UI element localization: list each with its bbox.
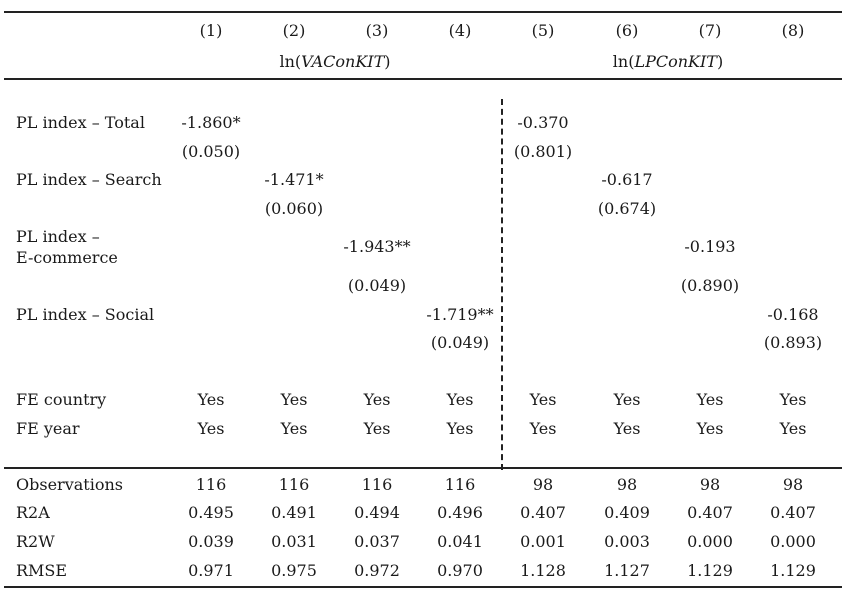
stat-cell: 0.407 bbox=[687, 503, 733, 522]
row-label-ecommerce: PL index – bbox=[16, 227, 100, 246]
fe-cell: Yes bbox=[363, 419, 391, 438]
coef-cell: -1.471* bbox=[264, 170, 324, 189]
stat-cell: 0.496 bbox=[437, 503, 483, 522]
stat-cell: 98 bbox=[782, 475, 804, 494]
stat-cell: 1.127 bbox=[604, 561, 650, 580]
coef-cell: -0.617 bbox=[601, 170, 653, 189]
stat-cell: 98 bbox=[616, 475, 638, 494]
fe-cell: Yes bbox=[696, 390, 724, 409]
stat-cell: 0.971 bbox=[188, 561, 234, 580]
stat-cell: 0.970 bbox=[437, 561, 483, 580]
stat-cell: 0.491 bbox=[271, 503, 317, 522]
stat-label: RMSE bbox=[16, 561, 68, 580]
bottom-rule bbox=[4, 586, 842, 588]
coef-cell: -0.168 bbox=[767, 305, 819, 324]
column-header: (1) bbox=[199, 21, 223, 40]
column-header: (8) bbox=[781, 21, 805, 40]
pvalue-cell: (0.049) bbox=[347, 276, 407, 295]
stat-cell: 0.003 bbox=[604, 532, 650, 551]
stat-cell: 0.409 bbox=[604, 503, 650, 522]
coef-cell: -1.860* bbox=[181, 113, 241, 132]
stat-cell: 116 bbox=[195, 475, 227, 494]
group-prefix: ln( bbox=[612, 52, 635, 71]
pvalue-cell: (0.060) bbox=[264, 199, 324, 218]
fe-cell: Yes bbox=[613, 419, 641, 438]
stats-rule bbox=[4, 467, 842, 469]
header-rule bbox=[4, 78, 842, 80]
pvalue-cell: (0.674) bbox=[597, 199, 657, 218]
row-label-total: PL index – Total bbox=[16, 113, 145, 132]
stat-cell: 0.407 bbox=[770, 503, 816, 522]
stat-cell: 0.000 bbox=[770, 532, 816, 551]
stat-cell: 0.037 bbox=[354, 532, 400, 551]
column-header: (4) bbox=[448, 21, 472, 40]
row-label-social: PL index – Social bbox=[16, 305, 155, 324]
pvalue-cell: (0.049) bbox=[430, 333, 490, 352]
group-suffix: ) bbox=[716, 52, 724, 71]
stat-cell: 1.128 bbox=[520, 561, 566, 580]
column-header: (5) bbox=[531, 21, 555, 40]
row-label-fe-year: FE year bbox=[16, 419, 80, 438]
fe-cell: Yes bbox=[280, 390, 308, 409]
stat-cell: 0.495 bbox=[188, 503, 234, 522]
fe-cell: Yes bbox=[779, 419, 807, 438]
column-header: (2) bbox=[282, 21, 306, 40]
stat-cell: 0.000 bbox=[687, 532, 733, 551]
stat-cell: 1.129 bbox=[770, 561, 816, 580]
row-label-ecommerce: E-commerce bbox=[16, 248, 118, 267]
stat-cell: 0.041 bbox=[437, 532, 483, 551]
pvalue-cell: (0.890) bbox=[680, 276, 740, 295]
stat-cell: 98 bbox=[699, 475, 721, 494]
stat-cell: 116 bbox=[278, 475, 310, 494]
coef-cell: -1.943** bbox=[343, 237, 411, 256]
fe-cell: Yes bbox=[280, 419, 308, 438]
top-rule bbox=[4, 11, 842, 13]
stat-cell: 98 bbox=[532, 475, 554, 494]
group-header-vaconkit bbox=[279, 52, 390, 71]
fe-cell: Yes bbox=[197, 419, 225, 438]
fe-cell: Yes bbox=[446, 390, 474, 409]
group-suffix: ) bbox=[384, 52, 391, 71]
coef-cell: -0.370 bbox=[517, 113, 569, 132]
column-header: (7) bbox=[698, 21, 722, 40]
group-variable: VAConKIT bbox=[301, 52, 385, 71]
stat-cell: 0.972 bbox=[354, 561, 400, 580]
stat-cell: 0.001 bbox=[520, 532, 566, 551]
fe-cell: Yes bbox=[529, 390, 557, 409]
stat-cell: 116 bbox=[361, 475, 393, 494]
fe-cell: Yes bbox=[696, 419, 724, 438]
column-header: (3) bbox=[365, 21, 389, 40]
row-label-search: PL index – Search bbox=[16, 170, 162, 189]
fe-cell: Yes bbox=[779, 390, 807, 409]
group-separator-dashed-line bbox=[501, 99, 503, 470]
fe-cell: Yes bbox=[363, 390, 391, 409]
fe-cell: Yes bbox=[446, 419, 474, 438]
row-label-fe-country: FE country bbox=[16, 390, 107, 409]
stat-label: Observations bbox=[16, 475, 123, 494]
stat-cell: 116 bbox=[444, 475, 476, 494]
stat-cell: 0.975 bbox=[271, 561, 317, 580]
group-variable: LPConKIT bbox=[634, 52, 717, 71]
pvalue-cell: (0.801) bbox=[513, 142, 573, 161]
fe-cell: Yes bbox=[197, 390, 225, 409]
group-prefix: ln( bbox=[279, 52, 302, 71]
group-header-lpconkit bbox=[613, 52, 723, 71]
fe-cell: Yes bbox=[613, 390, 641, 409]
stat-cell: 0.407 bbox=[520, 503, 566, 522]
stat-cell: 0.494 bbox=[354, 503, 400, 522]
stat-cell: 1.129 bbox=[687, 561, 733, 580]
coef-cell: -0.193 bbox=[684, 237, 736, 256]
stat-cell: 0.039 bbox=[188, 532, 234, 551]
stat-label: R2A bbox=[16, 503, 50, 522]
coef-cell: -1.719** bbox=[426, 305, 494, 324]
stat-cell: 0.031 bbox=[271, 532, 317, 551]
stat-label: R2W bbox=[16, 532, 55, 551]
pvalue-cell: (0.050) bbox=[181, 142, 241, 161]
column-header: (6) bbox=[615, 21, 639, 40]
pvalue-cell: (0.893) bbox=[763, 333, 823, 352]
fe-cell: Yes bbox=[529, 419, 557, 438]
